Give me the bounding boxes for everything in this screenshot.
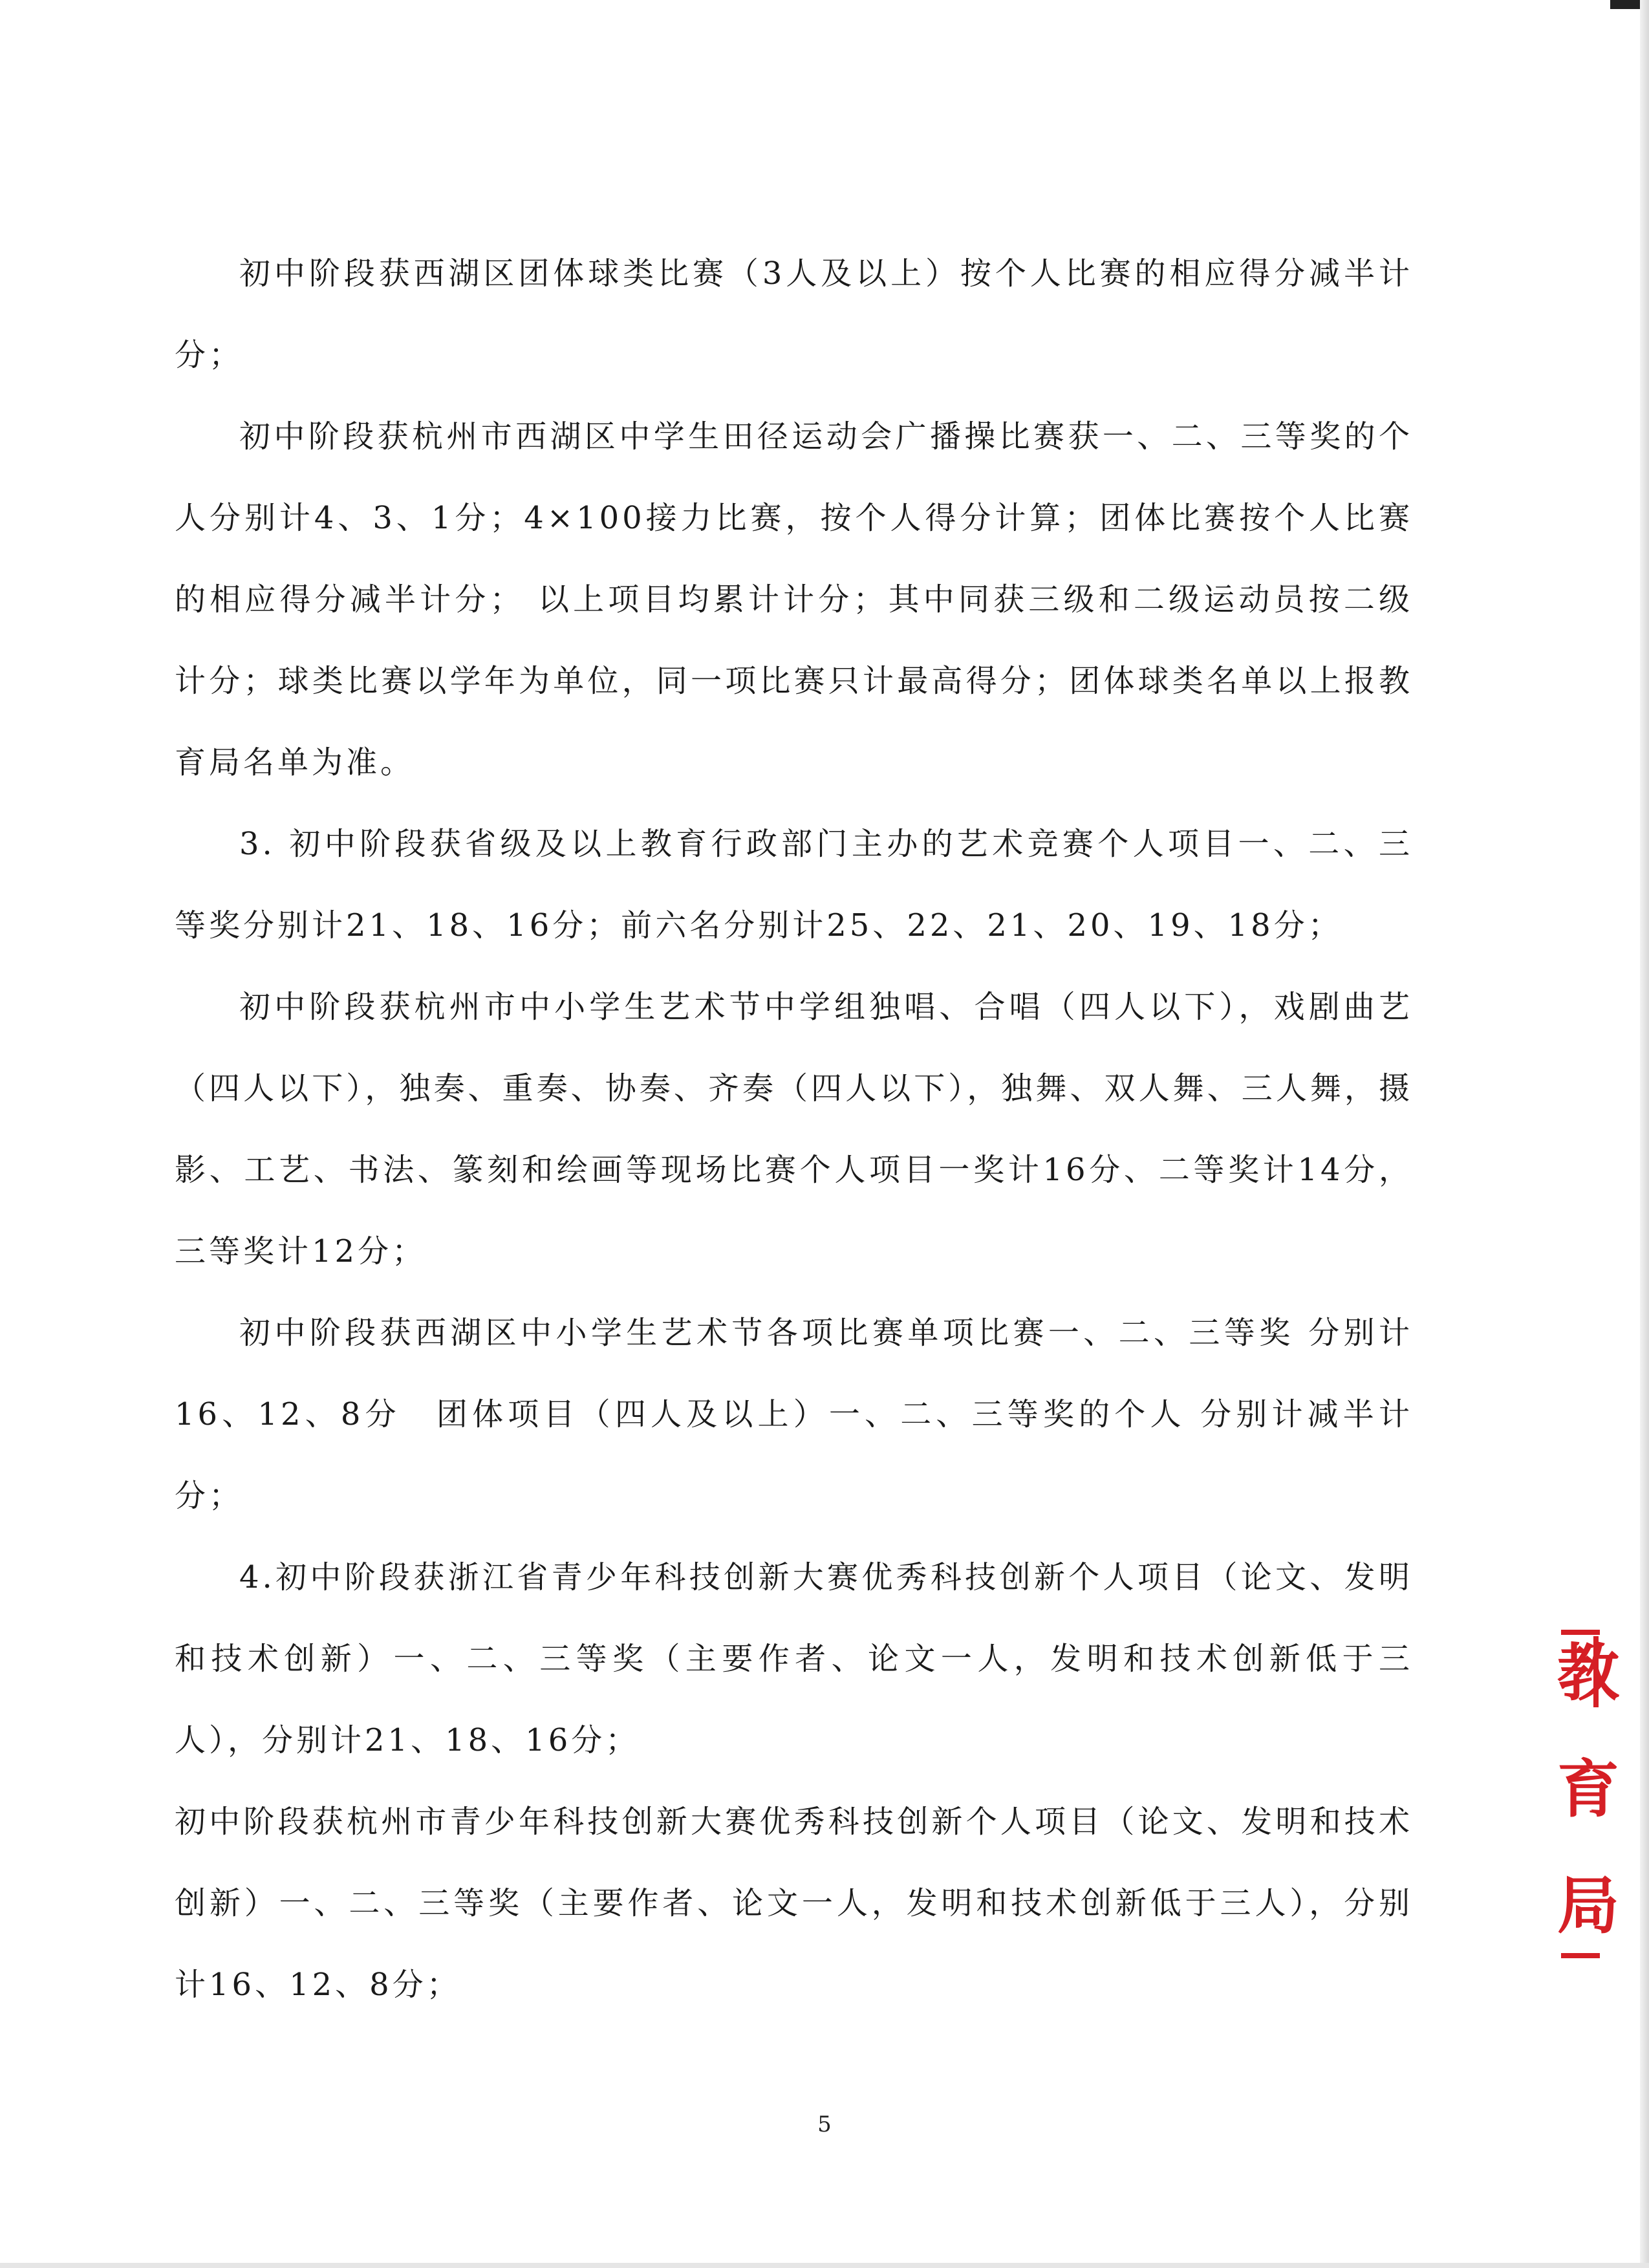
paragraph-athletics-meet: 初中阶段获杭州市西湖区中学生田径运动会广播操比赛获一、二、三等奖的个人分别计4、3、1分；4×100接力比赛，按个人得分计算；团体比赛按个人比赛的相应得分减半计分； 以上项目均累计计分；其中同获三级和二级运动员按二级计分；球类比赛以学年为单位，同一项比赛只计最高得分；团体球类名单以上报教育局名单为准。 — [175, 418, 1413, 781]
scan-edge-bottom — [0, 2263, 1649, 2268]
svg-text:教: 教 — [1557, 1636, 1619, 1709]
paragraph-team-ball-games: 初中阶段获西湖区团体球类比赛（3人及以上）按个人比赛的相应得分减半计分； — [175, 255, 1413, 373]
svg-text:育: 育 — [1557, 1753, 1619, 1826]
paragraph-tech-zhejiang: 4.初中阶段获浙江省青少年科技创新大赛优秀科技创新个人项目（论文、发明和技术创新）一、二、三等奖（主要作者、论文一人，发明和技术创新低于三人），分别计21、18、16分； — [175, 1559, 1413, 1758]
paragraph-tech-hangzhou: 初中阶段获杭州市青少年科技创新大赛优秀科技创新个人项目（论文、发明和技术创新）一、二、三等奖（主要作者、论文一人，发明和技术创新低于三人），分别计16、12、8分； — [175, 1804, 1413, 2003]
svg-text:局: 局 — [1557, 1869, 1619, 1942]
paragraph-art-provincial: 3. 初中阶段获省级及以上教育行政部门主办的艺术竞赛个人项目一、二、三等奖分别计21、18、16分；前六名分别计25、22、21、20、19、18分； — [175, 826, 1413, 944]
scan-edge-right — [1640, 0, 1649, 2268]
red-seal-stamp-icon — [1552, 1617, 1623, 1966]
paragraph-art-hangzhou: 初中阶段获杭州市中小学生艺术节中学组独唱、合唱（四人以下），戏剧曲艺（四人以下），独奏、重奏、协奏、齐奏（四人以下），独舞、双人舞、三人舞，摄影、工艺、书法、篆刻和绘画等现场比赛个人项目一奖计16分、二等奖计14分，三等奖计12分； — [175, 989, 1413, 1269]
page-number: 5 — [817, 2111, 832, 2137]
paragraph-art-xihu: 初中阶段获西湖区中小学生艺术节各项比赛单项比赛一、二、三等奖 分别计16、12、8分 团体项目（四人及以上）一、二、三等奖的个人 分别计减半计分； — [175, 1315, 1413, 1514]
document-body — [175, 233, 1413, 2025]
